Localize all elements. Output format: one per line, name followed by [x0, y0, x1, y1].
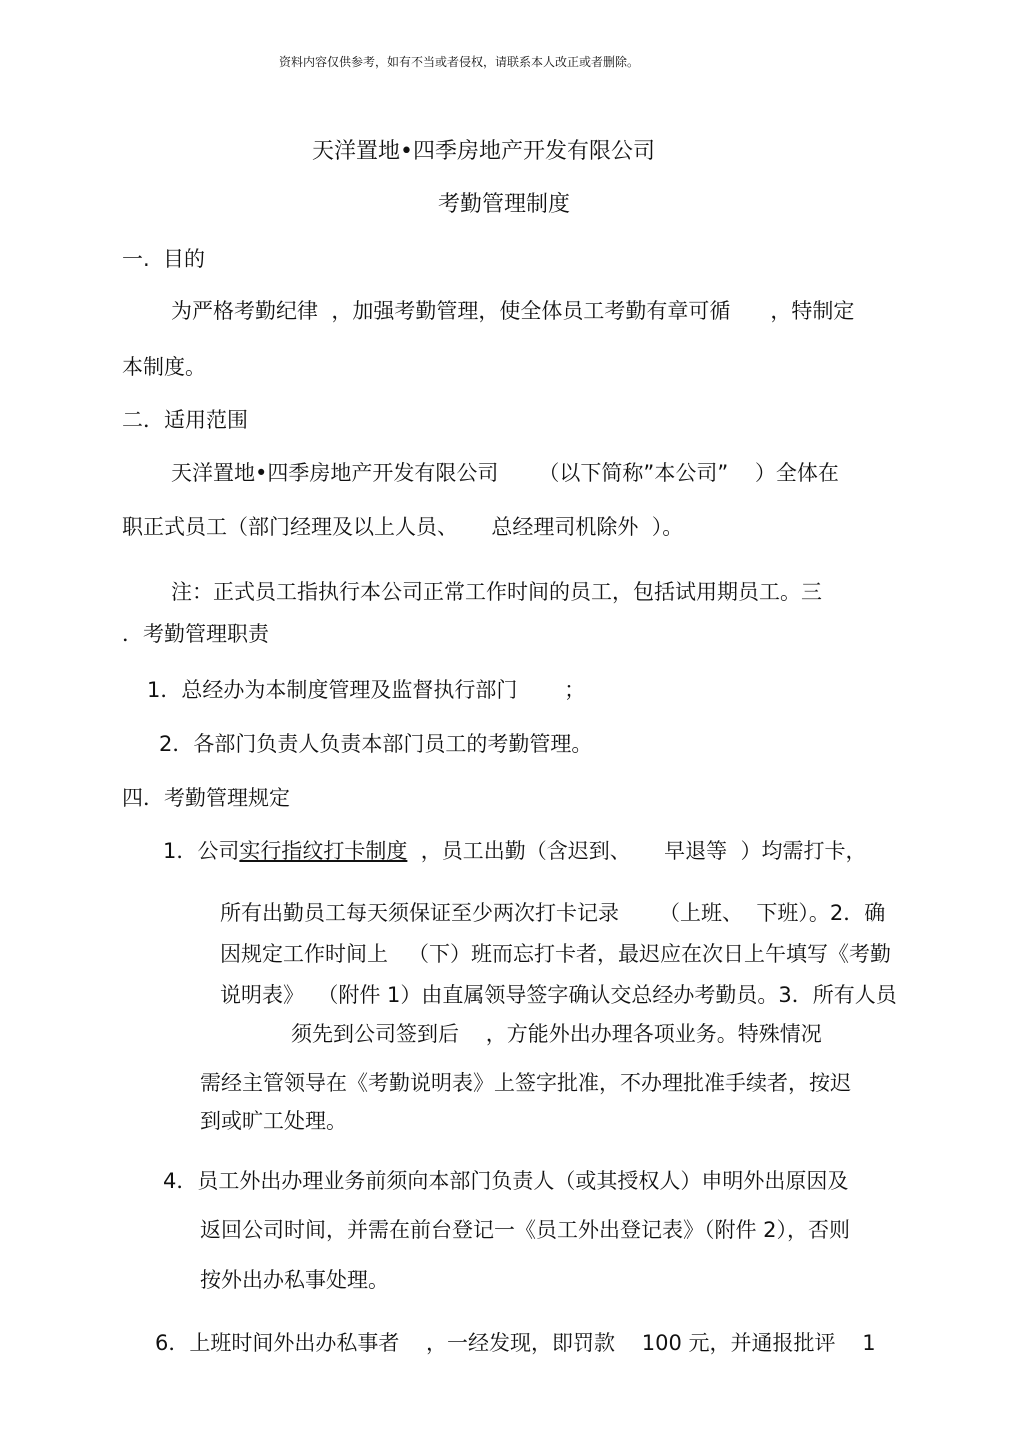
section-3-item-1: 1．总经办为本制度管理及监督执行部门 ； [147, 678, 586, 702]
disclaimer-notice: 资料内容仅供参考，如有不当或者侵权，请联系本人改正或者删除。 [279, 55, 640, 69]
item-1-suffix: ，员工出勤（含迟到、 早退等 ）均需打卡， [407, 839, 867, 863]
item-1-underlined-text: 实行指纹打卡制度 [239, 839, 408, 863]
section-1-text-line-1: 为严格考勤纪律 ，加强考勤管理，使全体员工考勤有章可循 ，特制定 [171, 299, 855, 323]
section-4-item-1-line-2: 所有出勤员工每天须保证至少两次打卡记录 （上班、 下班）。2．确 [220, 901, 886, 925]
section-2-note: 注：正式员工指执行本公司正常工作时间的员工，包括试用期员工。三 [171, 580, 822, 604]
section-4-heading: 四．考勤管理规定 [122, 786, 290, 810]
section-1-heading: 一. 目的 [122, 247, 206, 271]
section-4-item-1-line-3: 因规定工作时间上 （下）班而忘打卡者，最迟应在次日上午填写《考勤 [220, 942, 892, 966]
item-1-prefix: 1．公司 [163, 839, 240, 863]
section-2-heading: 二．适用范围 [122, 408, 248, 432]
section-3-heading: ．考勤管理职责 [122, 622, 269, 646]
section-4-item-6-line-1: 6．上班时间外出办私事者 ，一经发现，即罚款 100 元，并通报批评 1 [155, 1331, 876, 1355]
section-3-item-2: 2．各部门负责人负责本部门员工的考勤管理。 [159, 732, 593, 756]
document-title: 考勤管理制度 [438, 192, 571, 217]
section-4-item-1-line-7: 到或旷工处理。 [200, 1109, 347, 1133]
section-4-item-1-line-6: 需经主管领导在《考勤说明表》上签字批准，不办理批准手续者，按迟 [200, 1071, 851, 1095]
section-4-item-1-line-1 [163, 841, 866, 862]
section-4-item-4-line-3: 按外出办私事处理。 [200, 1268, 389, 1292]
company-title: 天洋置地•四季房地产开发有限公司 [312, 139, 655, 164]
section-2-text-line-1: 天洋置地•四季房地产开发有限公司 （以下简称”本公司” ）全体在 [171, 461, 839, 485]
section-4-item-1-line-4: 说明表》 （附件 1）由直属领导签字确认交总经办考勤员。3．所有人员 [220, 983, 897, 1007]
section-4-item-4-line-2: 返回公司时间，并需在前台登记一《员工外出登记表》（附件 2），否则 [200, 1218, 851, 1242]
section-4-item-4-line-1: 4．员工外出办理业务前须向本部门负责人（或其授权人）申明外出原因及 [163, 1169, 849, 1193]
section-2-text-line-2: 职正式员工（部门经理及以上人员、 总经理司机除外 ）。 [122, 515, 684, 539]
section-4-item-1-line-5: 须先到公司签到后 ，方能外出办理各项业务。特殊情况 [291, 1022, 822, 1046]
section-1-text-line-2: 本制度。 [122, 355, 206, 379]
